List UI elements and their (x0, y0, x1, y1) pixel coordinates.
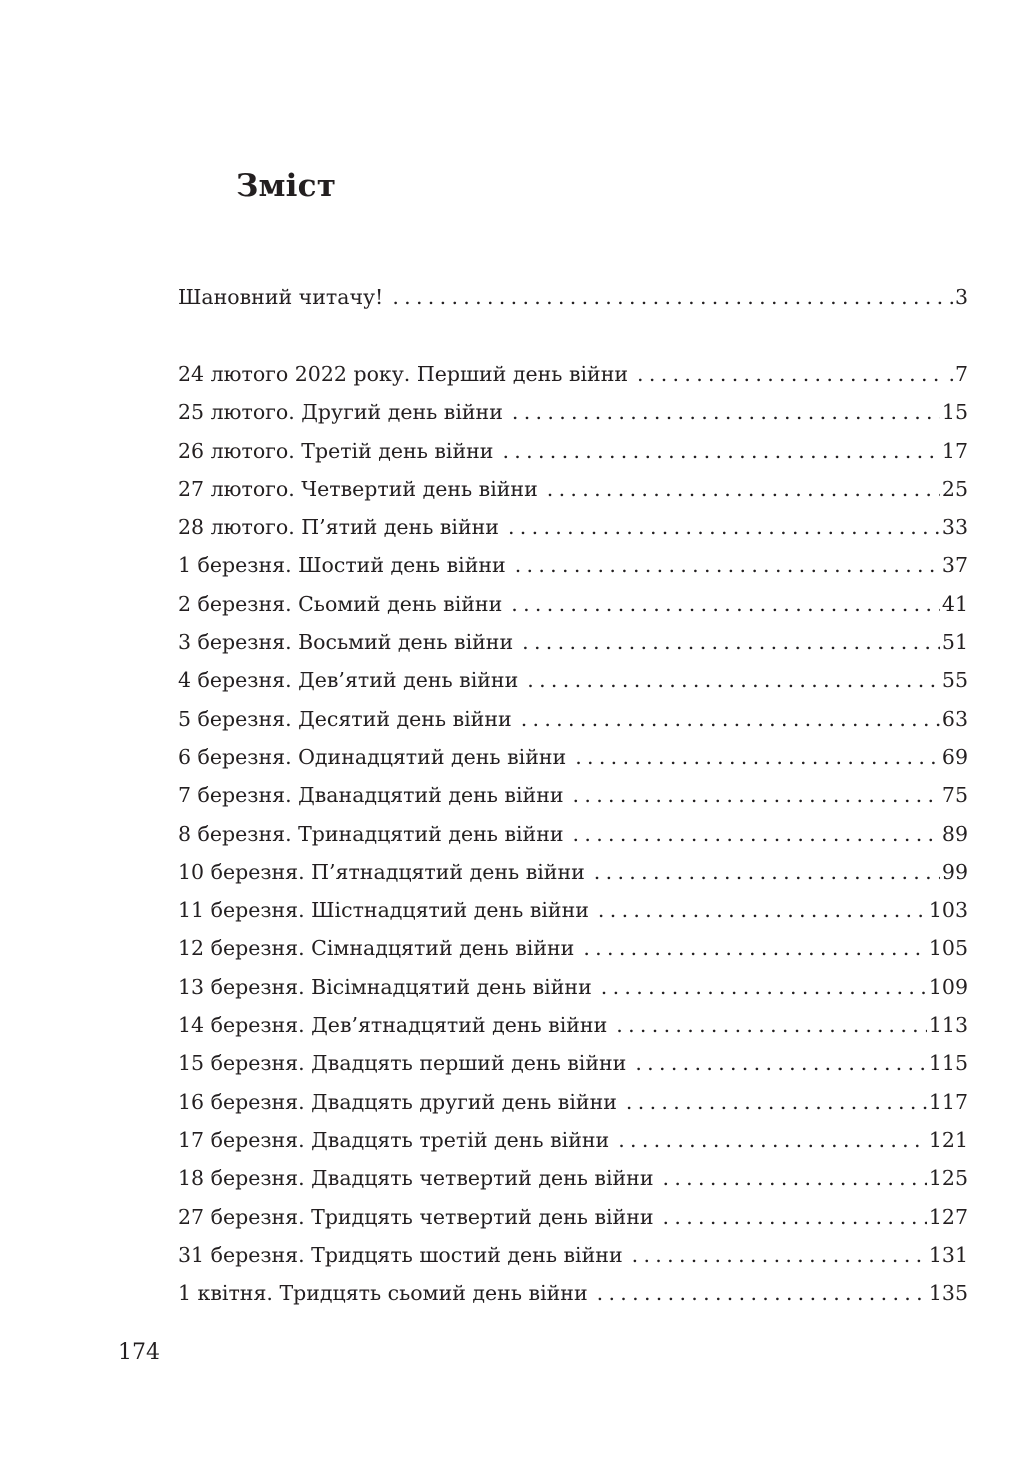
toc-entry-title: 31 березня. Тридцять шостий день війни (178, 1242, 623, 1267)
dot-leader (392, 282, 946, 312)
toc-entry[interactable] (178, 704, 968, 742)
toc-entry-page: 125 (928, 1166, 968, 1191)
dot-leader (575, 742, 940, 772)
toc-entry-title: 26 лютого. Третій день війни (178, 438, 494, 463)
dot-leader (583, 933, 927, 963)
toc-entry-page: 117 (928, 1089, 968, 1114)
toc-entry-title: 6 березня. Одинадцятий день війни (178, 744, 567, 769)
toc-entry-page: 89 (941, 821, 968, 846)
toc-entry-page: 103 (928, 898, 968, 923)
toc-entry-title: 3 березня. Восьмий день війни (178, 630, 514, 655)
toc-entry[interactable] (178, 780, 968, 818)
toc-entry[interactable] (178, 1010, 968, 1048)
dot-leader (547, 474, 940, 504)
toc-entry-title: 1 березня. Шостий день війни (178, 553, 506, 578)
toc-entry-page: 121 (928, 1127, 968, 1152)
toc-entry[interactable] (178, 282, 968, 320)
toc-entry[interactable] (178, 1163, 968, 1201)
toc-entry[interactable] (178, 1048, 968, 1086)
toc-entry-title: 5 березня. Десятий день війни (178, 706, 512, 731)
dot-leader (522, 627, 940, 657)
toc-entry[interactable] (178, 627, 968, 665)
page-number: 174 (118, 1340, 160, 1365)
dot-leader (598, 895, 927, 925)
dot-leader (511, 589, 940, 619)
toc-entry[interactable] (178, 857, 968, 895)
toc-entry-title: 18 березня. Двадцять четвертий день війни (178, 1166, 654, 1191)
toc-days-list (178, 359, 968, 1316)
toc-entry[interactable] (178, 742, 968, 780)
toc-entry[interactable] (178, 436, 968, 474)
toc-entry-title: 13 березня. Вісімнадцятий день війни (178, 974, 592, 999)
toc-entry-page: 105 (928, 936, 968, 961)
toc-entry-page: 15 (941, 400, 968, 425)
toc-entry[interactable] (178, 972, 968, 1010)
toc-intro-list (178, 282, 968, 320)
toc-entry-title: Шановний читачу! (178, 285, 384, 309)
toc-entry-page: 69 (941, 744, 968, 769)
toc-entry-title: 12 березня. Сімнадцятий день війни (178, 936, 575, 961)
toc-entry[interactable] (178, 474, 968, 512)
dot-leader (573, 819, 940, 849)
toc-entry-title: 8 березня. Тринадцятий день війни (178, 821, 564, 846)
toc-entry-page: 113 (928, 1013, 968, 1038)
toc-entry-title: 10 березня. П’ятнадцятий день війни (178, 859, 585, 884)
toc-entry-title: 16 березня. Двадцять другий день війни (178, 1089, 617, 1114)
toc-entry-title: 24 лютого 2022 року. Перший день війни (178, 362, 629, 386)
toc-entry[interactable] (178, 1087, 968, 1125)
toc-entry-page: 99 (941, 859, 968, 884)
toc-entry-title: 2 березня. Сьомий день війни (178, 591, 503, 616)
toc-entry[interactable] (178, 397, 968, 435)
dot-leader (632, 1240, 927, 1270)
toc-entry-title: 25 лютого. Другий день війни (178, 400, 503, 425)
dot-leader (597, 1278, 927, 1308)
toc-entry-title: 14 березня. Дев’ятнадцятий день війни (178, 1013, 608, 1038)
toc-entry-title: 1 квітня. Тридцять сьомий день війни (178, 1281, 588, 1306)
toc-entry-page: 17 (941, 438, 968, 463)
dot-leader (521, 704, 940, 734)
toc-entry-title: 27 лютого. Четвертий день війни (178, 476, 538, 501)
toc-entry-title: 15 березня. Двадцять перший день війни (178, 1051, 627, 1076)
toc-entry-title: 17 березня. Двадцять третій день війни (178, 1127, 610, 1152)
dot-leader (515, 550, 940, 580)
dot-leader (626, 1087, 927, 1117)
toc-entry[interactable] (178, 550, 968, 588)
dot-leader (594, 857, 940, 887)
toc-entry-page: 25 (941, 476, 968, 501)
toc-entry-page: 33 (941, 515, 968, 540)
dot-leader (512, 397, 940, 427)
toc-entry-title: 28 лютого. П’ятий день війни (178, 515, 499, 540)
dot-leader (508, 512, 940, 542)
toc-entry-page: .7 (948, 362, 968, 386)
toc-entry[interactable] (178, 512, 968, 550)
dot-leader (663, 1163, 927, 1193)
dot-leader (618, 1125, 927, 1155)
dot-leader (527, 665, 940, 695)
toc-entry-page: 41 (941, 591, 968, 616)
toc-entry-page: 55 (941, 668, 968, 693)
toc-entry[interactable] (178, 1240, 968, 1278)
toc-entry-page: 37 (941, 553, 968, 578)
toc-entry[interactable] (178, 665, 968, 703)
toc-entry-page: 51 (941, 630, 968, 655)
toc-entry-page: 109 (928, 974, 968, 999)
toc-entry-page: 75 (941, 783, 968, 808)
toc-entry[interactable] (178, 359, 968, 397)
dot-leader (502, 436, 939, 466)
toc-entry[interactable] (178, 589, 968, 627)
toc-entry-page: .3 (948, 285, 968, 309)
toc-entry-title: 11 березня. Шістнадцятий день війни (178, 898, 589, 923)
toc-entry[interactable] (178, 1278, 968, 1316)
toc-entry-title: 4 березня. Дев’ятий день війни (178, 668, 519, 693)
toc-heading: Зміст (236, 168, 337, 204)
dot-leader (637, 359, 946, 389)
toc-entry[interactable] (178, 895, 968, 933)
toc-entry-page: 131 (928, 1242, 968, 1267)
toc-entry[interactable] (178, 819, 968, 857)
toc-entry[interactable] (178, 1125, 968, 1163)
toc-entry-title: 7 березня. Дванадцятий день війни (178, 783, 564, 808)
toc-entry-page: 127 (928, 1204, 968, 1229)
dot-leader (663, 1202, 927, 1232)
toc-entry-page: 115 (928, 1051, 968, 1076)
toc-entry[interactable] (178, 1202, 968, 1240)
toc-entry-title: 27 березня. Тридцять четвертий день війни (178, 1204, 654, 1229)
dot-leader (635, 1048, 927, 1078)
toc-entry-page: 135 (928, 1281, 968, 1306)
dot-leader (601, 972, 927, 1002)
dot-leader (616, 1010, 927, 1040)
dot-leader (573, 780, 940, 810)
toc-entry[interactable] (178, 933, 968, 971)
toc-entry-page: 63 (941, 706, 968, 731)
